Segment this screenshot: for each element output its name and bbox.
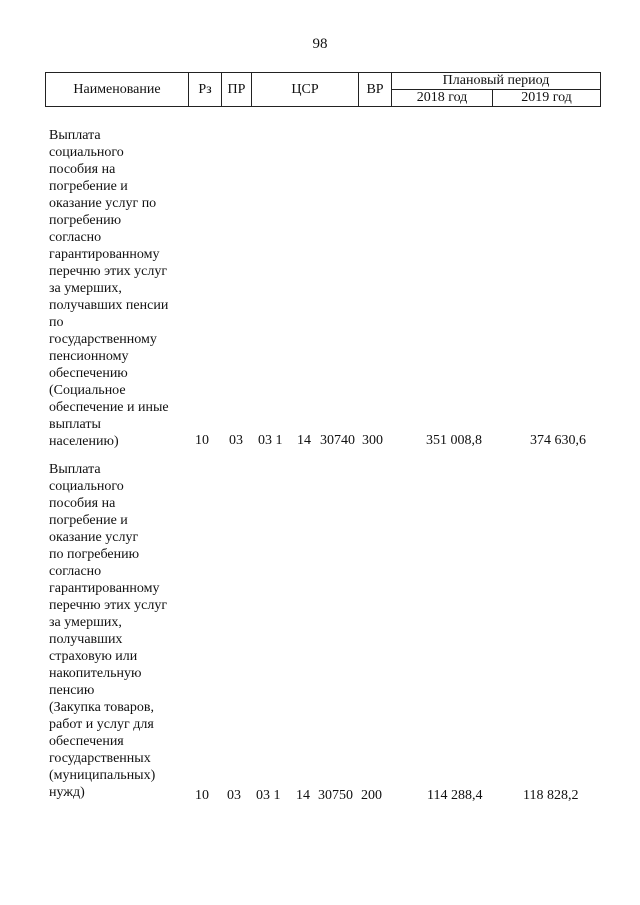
header-pr: ПР [222,73,252,107]
row-amount-2019: 374 630,6 [530,433,586,448]
row-description: Выплата социального пособия на погребение и оказание услуг по погребению согласно гарантированному перечню этих услуг за умерших, получавших пенсии по государственному пенсионному обеспечению (Социальное обеспечение и иные выплаты населению) [49,128,169,449]
row-csr-program: 03 1 [256,788,281,803]
row-rz: 10 [195,433,209,448]
row-description: Выплата социального пособия на погребение и оказание услуг по погребению согласно гарантированному перечню этих услуг за умерших, получавших страховую или накопительную пенсию (Закупка товаров, работ и услуг для обеспечения государственных (муниципальных) нужд) [49,462,168,800]
row-vr: 300 [362,433,383,448]
row-pr: 03 [227,788,241,803]
header-year-2019: 2019 год [493,90,601,107]
row-csr-code: 30740 [320,433,355,448]
row-amount-2018: 351 008,8 [426,433,482,448]
header-name: Наименование [46,73,189,107]
header-year-2018: 2018 год [392,90,493,107]
table-header [45,72,601,107]
row-csr-program: 03 1 [258,433,283,448]
row-amount-2018: 114 288,4 [427,788,483,803]
row-csr-subprogram: 14 [296,788,310,803]
header-vr: ВР [359,73,392,107]
row-csr-subprogram: 14 [297,433,311,448]
page-number: 98 [312,36,328,52]
header-planned-period: Плановый период [392,73,601,90]
header-rz: Рз [189,73,222,107]
row-rz: 10 [195,788,209,803]
row-pr: 03 [229,433,243,448]
row-csr-code: 30750 [318,788,353,803]
row-amount-2019: 118 828,2 [523,788,579,803]
row-vr: 200 [361,788,382,803]
header-csr: ЦСР [252,73,359,107]
